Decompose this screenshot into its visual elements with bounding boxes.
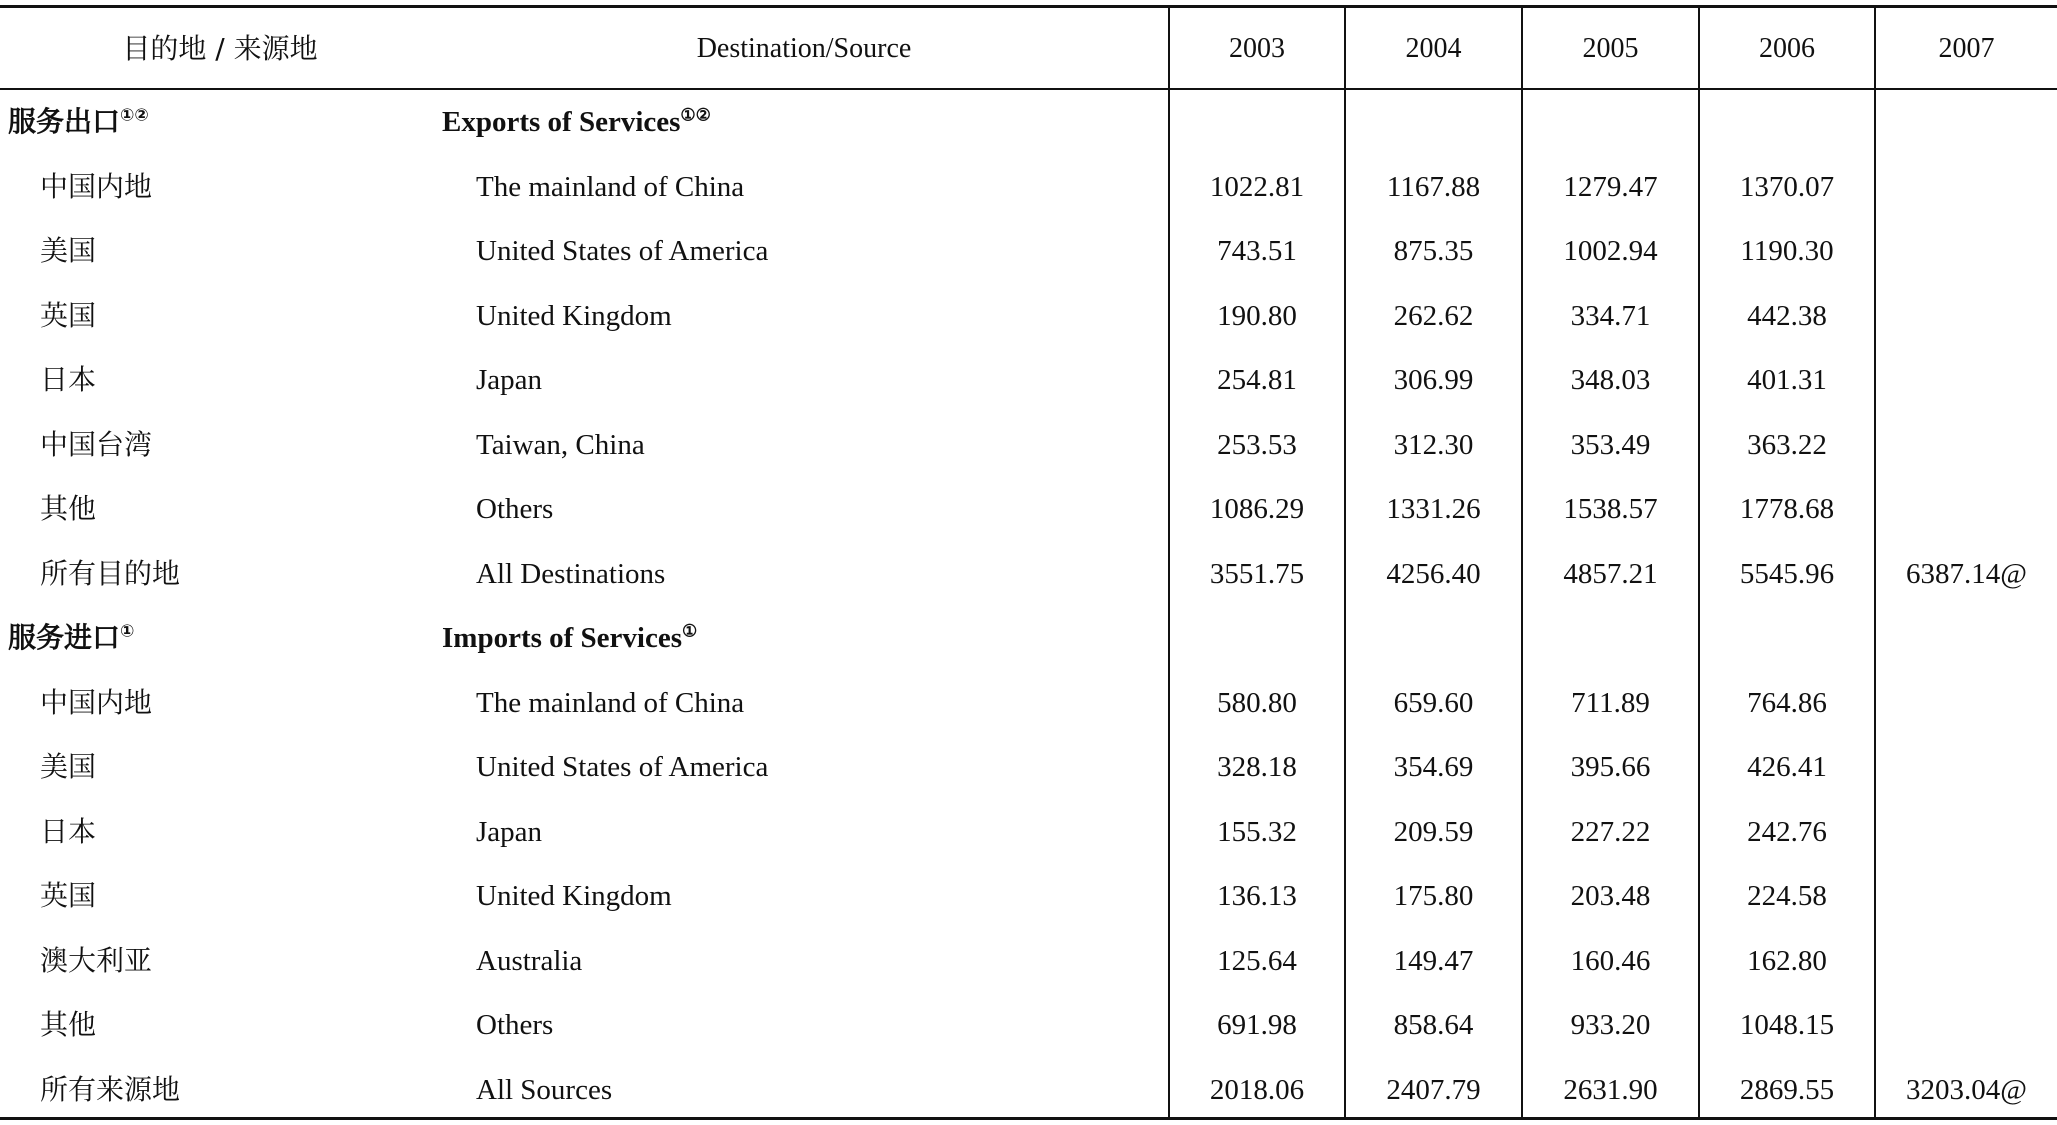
table-cell-value: 2631.90 [1563,1073,1658,1106]
row-label-zh: 英国 [40,298,97,332]
table-cell-value: 933.20 [1570,1009,1651,1041]
table-cell-value: 2407.79 [1386,1073,1481,1106]
row-label-en: Japan [476,364,543,396]
row-label-en: The mainland of China [476,170,745,203]
footnote-marker: ① [682,621,698,641]
table-cell-value: 2018.06 [1209,1073,1305,1106]
table-cell-value [1876,219,2057,283]
top-rule [0,5,2057,8]
table-cell-value: 125.64 [1217,944,1297,977]
table-cell-value: 353.49 [1570,428,1651,461]
table-cell-value: 354.69 [1393,751,1474,783]
table-cell-value: 580.80 [1217,686,1297,719]
table-cell-value: 328.18 [1217,751,1297,783]
table-cell-value [1876,864,2057,928]
header-year-2003: 2003 [1229,33,1285,64]
row-label-zh: 澳大利亚 [40,943,153,977]
table-cell-value: 155.32 [1217,815,1297,848]
table-cell-value: 395.66 [1570,751,1651,783]
row-label-en: Japan [476,815,543,848]
row-label-en: Taiwan, China [476,428,645,461]
table-cell-value: 743.51 [1217,235,1297,267]
table-cell-value: 764.86 [1747,686,1827,719]
table-cell-value: 227.22 [1570,815,1651,848]
table-cell-value [1876,155,2057,219]
row-label-zh: 美国 [40,234,97,267]
table-cell-value: 442.38 [1747,299,1827,332]
section-title-zh-text: 服务出口 [8,105,121,138]
table-cell-value: 306.99 [1393,364,1474,396]
table-cell-value: 4256.40 [1386,557,1481,590]
table-cell-value: 401.31 [1747,364,1827,396]
table-cell-value: 1086.29 [1209,493,1305,525]
table-cell-value: 209.59 [1393,815,1474,848]
table-cell-value [1876,671,2057,735]
header-year-2004: 2004 [1405,33,1462,64]
table-cell-value: 1279.47 [1563,170,1658,203]
row-label-en: Others [476,1009,554,1041]
footnote-marker: ①② [120,105,149,126]
table-cell-value: 312.30 [1393,428,1474,461]
table-cell-value: 254.81 [1217,364,1297,396]
table-cell-value: 203.48 [1570,880,1651,912]
table-cell-value: 5545.96 [1739,557,1835,590]
table-cell-value: 4857.21 [1563,557,1658,590]
row-label-en: All Sources [476,1073,613,1106]
table-cell-value: 363.22 [1747,428,1827,461]
header-rule [0,88,2057,90]
footnote-marker: ①② [680,105,711,125]
row-label-zh: 中国内地 [40,685,153,719]
table-cell-value: 224.58 [1747,880,1827,912]
row-label-en: Australia [476,944,583,977]
table-cell-value [1876,800,2057,864]
header-year-2005: 2005 [1582,33,1639,64]
header-zh: 目的地 / 来源地 [122,32,318,65]
row-label-zh: 中国台湾 [40,427,153,461]
table-cell-value [1876,348,2057,412]
table-cell-value: 149.47 [1393,944,1474,977]
row-label-zh: 中国内地 [40,169,153,203]
row-label-en: United States of America [476,235,769,267]
section-title-en [442,606,697,670]
section-title-en-text: Exports of Services [442,106,681,138]
row-label-en: United States of America [476,751,769,783]
row-label-en: United Kingdom [476,880,672,912]
row-label-en: Others [476,493,554,525]
table-cell-value: 348.03 [1570,364,1651,396]
table-cell-value: 858.64 [1393,1009,1474,1041]
header-year-2007: 2007 [1938,33,1995,64]
table-cell-value: 691.98 [1217,1009,1297,1041]
table-cell-value: 190.80 [1217,299,1297,332]
footnote-marker: ① [120,621,135,642]
row-label-zh: 美国 [40,750,97,783]
table-cell-value: 1778.68 [1739,493,1835,525]
header-en: Destination/Source [696,33,912,64]
section-title-en [442,90,711,154]
table-cell-value: 136.13 [1217,880,1297,912]
row-label-zh: 日本 [40,814,97,848]
table-cell-value: 426.41 [1747,751,1827,783]
table-cell-value [1876,929,2057,993]
row-label-zh: 所有来源地 [40,1072,181,1106]
table-cell-value [1876,284,2057,348]
table-cell-value: 334.71 [1570,299,1651,332]
table-cell-value: 242.76 [1747,815,1827,848]
table-cell-value: 1331.26 [1386,493,1481,525]
row-label-zh: 其他 [40,1008,97,1041]
table-cell-value: 2869.55 [1739,1073,1835,1106]
table-cell-value: 659.60 [1393,686,1474,719]
row-label-zh: 其他 [40,492,97,525]
row-label-zh: 所有目的地 [40,556,181,590]
row-label-zh: 英国 [40,879,97,912]
table-cell-value: 1002.94 [1563,235,1658,267]
table-cell-value: 875.35 [1393,235,1474,267]
section-title-zh-text: 服务进口 [8,621,121,654]
table-cell-value: 1022.81 [1209,170,1305,203]
table-cell-value: 3203.04@ [1906,1073,2027,1106]
header-year-2006: 2006 [1759,33,1815,64]
table-cell-value: 6387.14@ [1906,557,2027,590]
section-title-en-text: Imports of Services [442,622,683,654]
row-label-zh: 日本 [40,363,97,396]
table-cell-value: 175.80 [1393,880,1474,912]
table-cell-value: 711.89 [1571,686,1650,719]
table-cell-value [1876,413,2057,477]
row-label-en: United Kingdom [476,299,672,332]
table-cell-value: 1167.88 [1386,170,1481,203]
table-cell-value [1876,477,2057,541]
table-cell-value: 162.80 [1747,944,1827,977]
table-cell-value: 160.46 [1570,944,1651,977]
table-cell-value: 1048.15 [1739,1009,1835,1041]
section-title-zh [8,606,134,670]
table-cell-value: 3551.75 [1209,557,1305,590]
table-cell-value: 1370.07 [1739,170,1835,203]
table-cell-value: 1190.30 [1740,235,1834,267]
table-cell-value: 1538.57 [1563,493,1658,525]
section-title-zh [8,90,149,154]
row-label-en: All Destinations [476,557,666,590]
row-label-en: The mainland of China [476,686,745,719]
table-cell-value: 262.62 [1393,299,1474,332]
table-cell-value [1876,993,2057,1057]
table-cell-value: 253.53 [1217,428,1297,461]
table-cell-value [1876,735,2057,799]
